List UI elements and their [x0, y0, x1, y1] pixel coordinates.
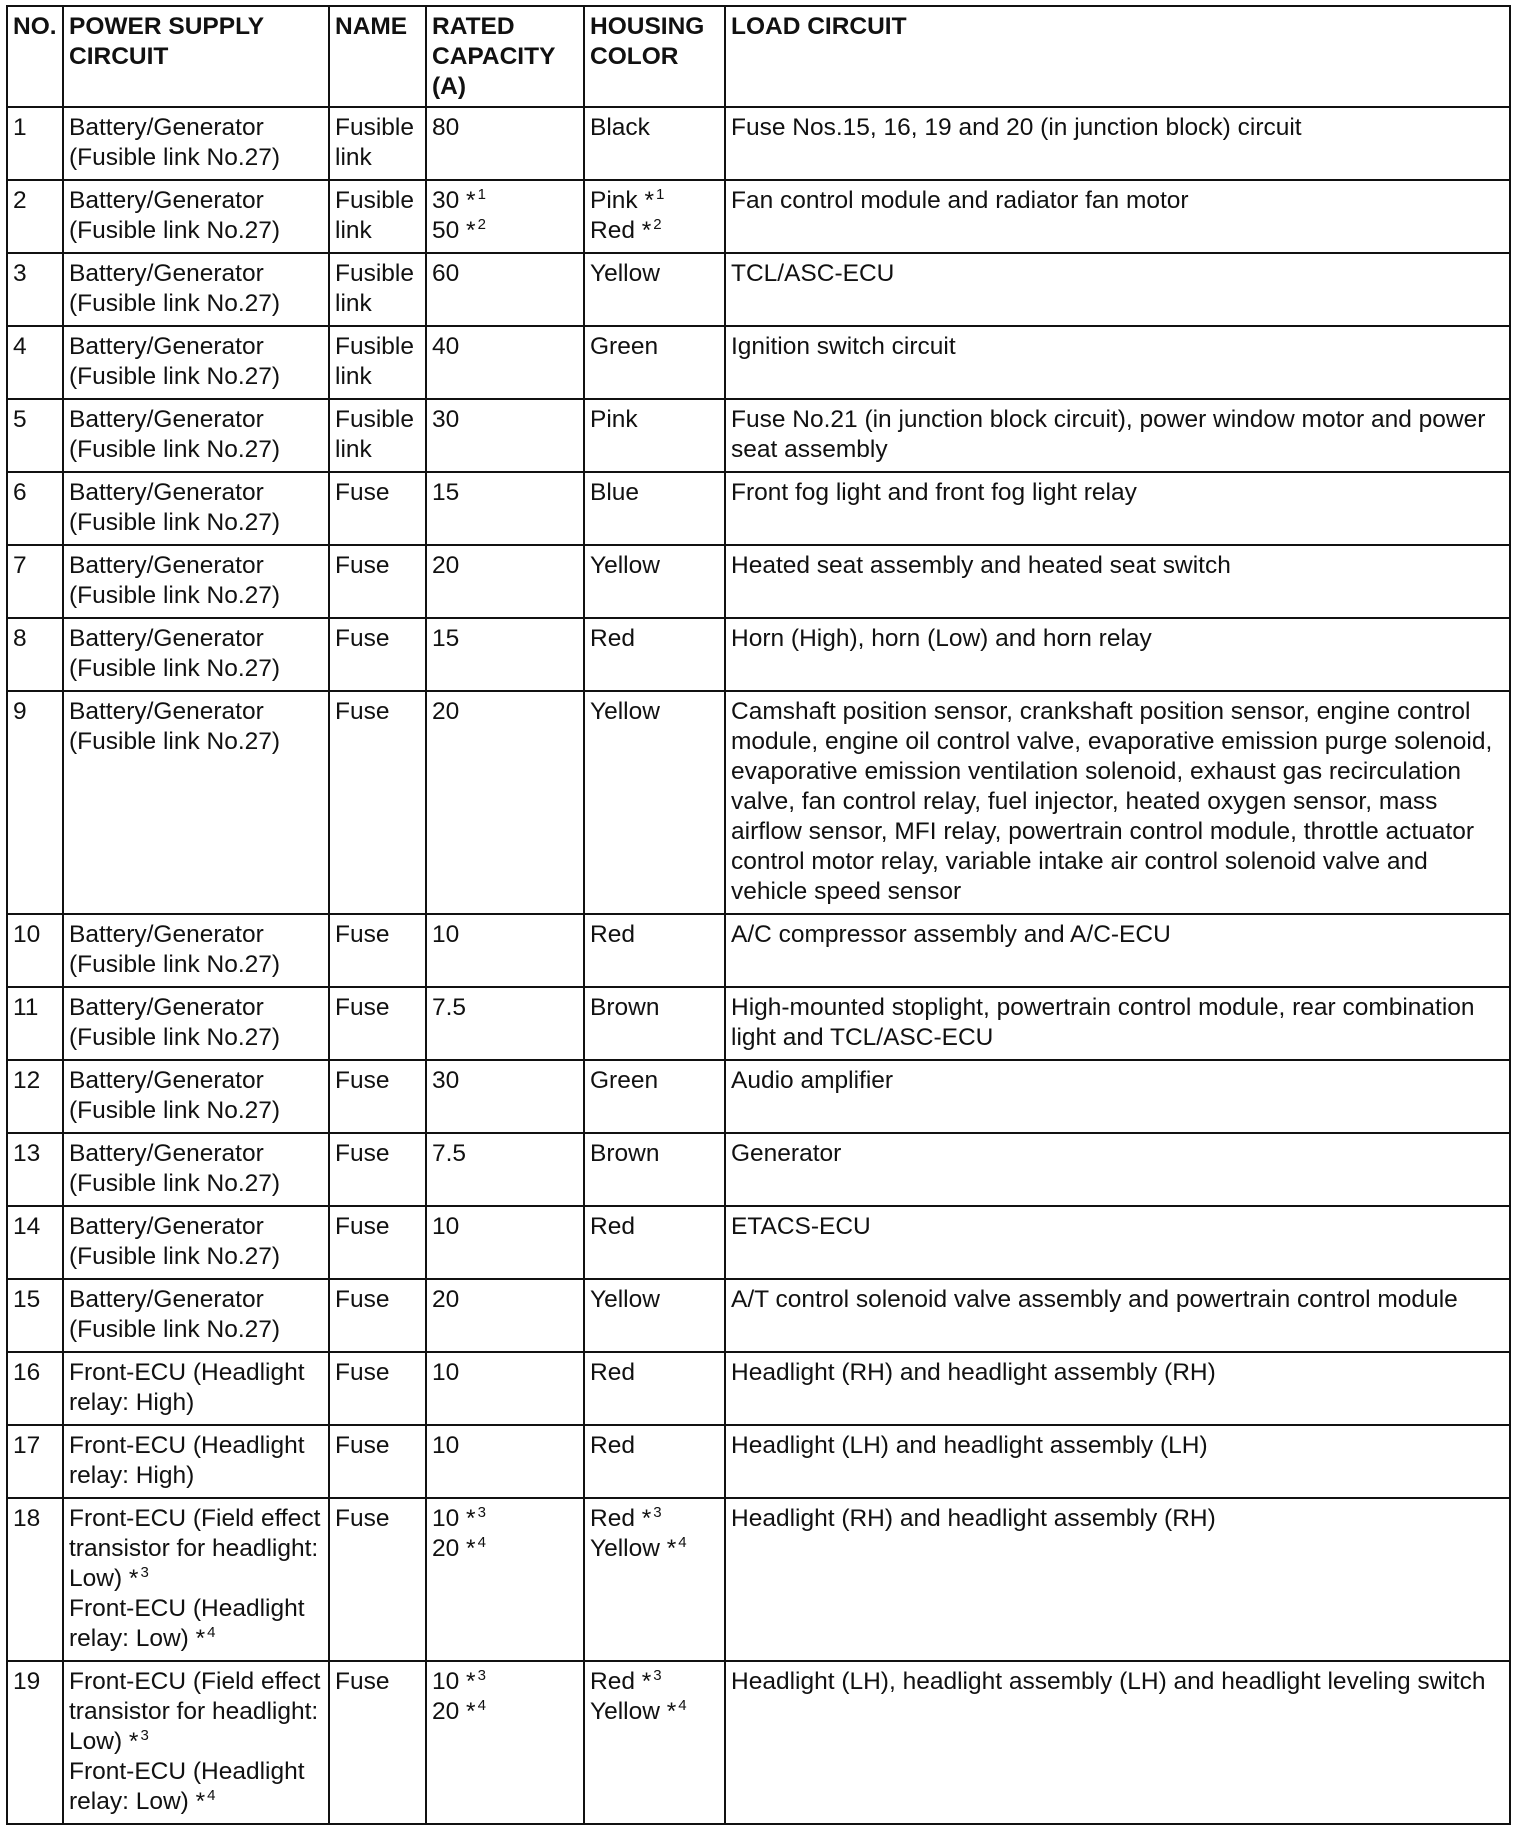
- cell-power-supply-circuit: [63, 1498, 329, 1661]
- cell-power-supply-circuit: [63, 1133, 329, 1206]
- cell-load-circuit: A/C compressor assembly and A/C-ECU: [725, 914, 1510, 987]
- cell-no: 15: [7, 1279, 63, 1352]
- cell-rated-capacity-line: [432, 216, 579, 246]
- cell-power-supply-circuit-text: Battery/Generator (Fusible link No.27): [69, 921, 281, 978]
- cell-housing-color-text: Red: [590, 1213, 635, 1240]
- cell-no: 6: [7, 472, 63, 545]
- cell-rated-capacity-text: 20 *: [432, 1535, 476, 1562]
- cell-rated-capacity-text: 20 *: [432, 1698, 476, 1725]
- cell-rated-capacity-line: [432, 920, 579, 950]
- cell-power-supply-circuit-text: Front-ECU (Field effect transistor for headlight: Low) *: [69, 1668, 321, 1755]
- table-row: [7, 1133, 1510, 1206]
- cell-power-supply-circuit-line: [69, 1066, 324, 1126]
- cell-rated-capacity-line: [432, 1139, 579, 1169]
- footnote-marker: 2: [477, 216, 486, 233]
- cell-housing-color-text: Pink *: [590, 187, 655, 214]
- cell-power-supply-circuit-line: [69, 993, 324, 1053]
- cell-load-circuit: Headlight (LH), headlight assembly (LH) and headlight leveling switch: [725, 1661, 1510, 1824]
- cell-power-supply-circuit-text: Battery/Generator (Fusible link No.27): [69, 1067, 281, 1124]
- cell-name: Fuse: [329, 1498, 426, 1661]
- cell-load-circuit: A/T control solenoid valve assembly and powertrain control module: [725, 1279, 1510, 1352]
- cell-housing-color-line: [590, 216, 720, 246]
- cell-housing-color-line: [590, 1667, 720, 1697]
- cell-load-circuit: Ignition switch circuit: [725, 326, 1510, 399]
- cell-no: 19: [7, 1661, 63, 1824]
- cell-rated-capacity: [426, 545, 584, 618]
- cell-rated-capacity-text: 20: [432, 1286, 460, 1313]
- cell-no: 1: [7, 107, 63, 180]
- cell-name: Fusible link: [329, 399, 426, 472]
- cell-load-circuit: Headlight (RH) and headlight assembly (RH): [725, 1352, 1510, 1425]
- cell-housing-color-text: Red *: [590, 1505, 652, 1532]
- cell-load-circuit: High-mounted stoplight, powertrain control module, rear combination light and TCL/ASC-ECU: [725, 987, 1510, 1060]
- cell-power-supply-circuit-text: Battery/Generator (Fusible link No.27): [69, 406, 281, 463]
- cell-power-supply-circuit-line: [69, 1358, 324, 1418]
- table-row: [7, 545, 1510, 618]
- cell-power-supply-circuit-line: [69, 1431, 324, 1491]
- cell-housing-color-line: [590, 1139, 720, 1169]
- cell-rated-capacity-line: [432, 1285, 579, 1315]
- cell-housing-color-line: [590, 920, 720, 950]
- cell-power-supply-circuit-line: [69, 1212, 324, 1272]
- footnote-marker: 3: [140, 1727, 149, 1744]
- table-row: [7, 987, 1510, 1060]
- cell-housing-color: [584, 618, 725, 691]
- cell-power-supply-circuit-text: Battery/Generator (Fusible link No.27): [69, 479, 281, 536]
- cell-power-supply-circuit-line: [69, 551, 324, 611]
- cell-power-supply-circuit-line: [69, 920, 324, 980]
- cell-rated-capacity-text: 10 *: [432, 1668, 476, 1695]
- cell-rated-capacity-text: 10: [432, 1432, 460, 1459]
- cell-no: 14: [7, 1206, 63, 1279]
- cell-housing-color-text: Blue: [590, 479, 640, 506]
- cell-rated-capacity-line: [432, 478, 579, 508]
- cell-power-supply-circuit-text: Front-ECU (Headlight relay: Low) *: [69, 1758, 305, 1815]
- cell-power-supply-circuit-text: Front-ECU (Headlight relay: Low) *: [69, 1595, 305, 1652]
- table-row: [7, 1279, 1510, 1352]
- footnote-marker: 4: [678, 1697, 687, 1714]
- cell-housing-color: [584, 1425, 725, 1498]
- cell-name: Fuse: [329, 1060, 426, 1133]
- cell-no: 2: [7, 180, 63, 253]
- cell-load-circuit: Front fog light and front fog light relay: [725, 472, 1510, 545]
- cell-no: 13: [7, 1133, 63, 1206]
- header-load-circuit: LOAD CIRCUIT: [725, 6, 1510, 107]
- cell-rated-capacity-text: 7.5: [432, 1140, 467, 1167]
- cell-rated-capacity-text: 10: [432, 921, 460, 948]
- cell-name: Fuse: [329, 1661, 426, 1824]
- cell-housing-color-text: Brown: [590, 1140, 660, 1167]
- cell-rated-capacity: [426, 107, 584, 180]
- cell-load-circuit: Horn (High), horn (Low) and horn relay: [725, 618, 1510, 691]
- cell-load-circuit: ETACS-ECU: [725, 1206, 1510, 1279]
- cell-rated-capacity-text: 30: [432, 1067, 460, 1094]
- cell-name: Fusible link: [329, 326, 426, 399]
- cell-name: Fuse: [329, 987, 426, 1060]
- cell-no: 17: [7, 1425, 63, 1498]
- cell-name: Fuse: [329, 618, 426, 691]
- cell-rated-capacity-line: [432, 1358, 579, 1388]
- cell-housing-color: [584, 1133, 725, 1206]
- cell-power-supply-circuit: [63, 1425, 329, 1498]
- cell-name: Fuse: [329, 914, 426, 987]
- cell-housing-color-line: [590, 624, 720, 654]
- cell-power-supply-circuit: [63, 472, 329, 545]
- cell-housing-color: [584, 107, 725, 180]
- cell-rated-capacity: [426, 1060, 584, 1133]
- cell-power-supply-circuit-text: Battery/Generator (Fusible link No.27): [69, 625, 281, 682]
- fuse-table: [6, 5, 1511, 1825]
- cell-power-supply-circuit-line: [69, 1594, 324, 1654]
- table-row: [7, 1060, 1510, 1133]
- header-housing-color: HOUSING COLOR: [584, 6, 725, 107]
- cell-housing-color: [584, 691, 725, 914]
- footnote-marker: 3: [653, 1504, 662, 1521]
- cell-rated-capacity: [426, 253, 584, 326]
- footnote-marker: 3: [653, 1667, 662, 1684]
- cell-housing-color-text: Yellow: [590, 698, 660, 725]
- footnote-marker: 1: [656, 186, 665, 203]
- cell-load-circuit: Fuse Nos.15, 16, 19 and 20 (in junction block) circuit: [725, 107, 1510, 180]
- cell-housing-color-text: Yellow *: [590, 1535, 677, 1562]
- cell-rated-capacity-line: [432, 1697, 579, 1727]
- cell-rated-capacity: [426, 1206, 584, 1279]
- cell-power-supply-circuit: [63, 180, 329, 253]
- cell-power-supply-circuit-line: [69, 186, 324, 246]
- cell-load-circuit: Generator: [725, 1133, 1510, 1206]
- table-row: [7, 107, 1510, 180]
- footnote-marker: 1: [477, 186, 486, 203]
- cell-power-supply-circuit-line: [69, 1139, 324, 1199]
- footnote-marker: 4: [207, 1787, 216, 1804]
- cell-rated-capacity-line: [432, 186, 579, 216]
- cell-name: Fuse: [329, 472, 426, 545]
- cell-rated-capacity-line: [432, 551, 579, 581]
- table-row: [7, 618, 1510, 691]
- cell-housing-color: [584, 1279, 725, 1352]
- header-power-supply-circuit: POWER SUPPLY CIRCUIT: [63, 6, 329, 107]
- cell-rated-capacity-text: 30 *: [432, 187, 476, 214]
- cell-power-supply-circuit: [63, 545, 329, 618]
- cell-power-supply-circuit-text: Battery/Generator (Fusible link No.27): [69, 114, 281, 171]
- table-row: [7, 1206, 1510, 1279]
- cell-housing-color-text: Green: [590, 1067, 659, 1094]
- cell-rated-capacity: [426, 399, 584, 472]
- cell-housing-color-line: [590, 332, 720, 362]
- cell-name: Fuse: [329, 545, 426, 618]
- cell-power-supply-circuit-line: [69, 624, 324, 684]
- cell-rated-capacity: [426, 1498, 584, 1661]
- cell-power-supply-circuit-line: [69, 332, 324, 392]
- footnote-marker: 3: [477, 1504, 486, 1521]
- cell-rated-capacity-text: 20: [432, 552, 460, 579]
- cell-power-supply-circuit: [63, 618, 329, 691]
- cell-load-circuit: Fuse No.21 (in junction block circuit), power window motor and power seat assembly: [725, 399, 1510, 472]
- cell-load-circuit: Fan control module and radiator fan motor: [725, 180, 1510, 253]
- cell-housing-color-line: [590, 1212, 720, 1242]
- cell-housing-color: [584, 1206, 725, 1279]
- footnote-marker: 4: [477, 1697, 486, 1714]
- cell-power-supply-circuit-text: Front-ECU (Headlight relay: High): [69, 1432, 305, 1489]
- cell-housing-color-text: Red *: [590, 217, 652, 244]
- cell-name: Fuse: [329, 691, 426, 914]
- cell-housing-color-text: Yellow: [590, 552, 660, 579]
- cell-power-supply-circuit: [63, 1279, 329, 1352]
- cell-power-supply-circuit-line: [69, 1667, 324, 1757]
- cell-power-supply-circuit: [63, 107, 329, 180]
- cell-power-supply-circuit-text: Front-ECU (Headlight relay: High): [69, 1359, 305, 1416]
- table-row: [7, 1352, 1510, 1425]
- cell-rated-capacity-text: 30: [432, 406, 460, 433]
- cell-name: Fuse: [329, 1206, 426, 1279]
- cell-load-circuit: Heated seat assembly and heated seat switch: [725, 545, 1510, 618]
- cell-housing-color-text: Pink: [590, 406, 638, 433]
- cell-housing-color-line: [590, 113, 720, 143]
- cell-power-supply-circuit-text: Battery/Generator (Fusible link No.27): [69, 333, 281, 390]
- cell-power-supply-circuit: [63, 1206, 329, 1279]
- cell-power-supply-circuit: [63, 326, 329, 399]
- cell-rated-capacity: [426, 618, 584, 691]
- cell-no: 3: [7, 253, 63, 326]
- cell-name: Fuse: [329, 1425, 426, 1498]
- cell-power-supply-circuit-line: [69, 697, 324, 757]
- cell-housing-color-line: [590, 1358, 720, 1388]
- table-row: [7, 1498, 1510, 1661]
- footnote-marker: 2: [653, 216, 662, 233]
- cell-no: 18: [7, 1498, 63, 1661]
- cell-name: Fuse: [329, 1279, 426, 1352]
- cell-rated-capacity: [426, 1133, 584, 1206]
- cell-housing-color-line: [590, 186, 720, 216]
- cell-power-supply-circuit: [63, 1060, 329, 1133]
- header-no: NO.: [7, 6, 63, 107]
- cell-housing-color-line: [590, 1285, 720, 1315]
- cell-housing-color: [584, 1352, 725, 1425]
- cell-housing-color-line: [590, 259, 720, 289]
- cell-no: 7: [7, 545, 63, 618]
- cell-no: 8: [7, 618, 63, 691]
- cell-rated-capacity-line: [432, 1534, 579, 1564]
- cell-power-supply-circuit-line: [69, 1504, 324, 1594]
- cell-no: 12: [7, 1060, 63, 1133]
- cell-name: Fuse: [329, 1352, 426, 1425]
- cell-housing-color-line: [590, 1431, 720, 1461]
- cell-no: 5: [7, 399, 63, 472]
- cell-no: 16: [7, 1352, 63, 1425]
- footnote-marker: 4: [477, 1534, 486, 1551]
- cell-rated-capacity-line: [432, 113, 579, 143]
- cell-power-supply-circuit: [63, 914, 329, 987]
- cell-housing-color-text: Red: [590, 921, 635, 948]
- cell-rated-capacity-text: 80: [432, 114, 460, 141]
- cell-load-circuit: Camshaft position sensor, crankshaft position sensor, engine control module, engine oil control valve, evaporative emission purge solenoid, evaporative emission ventilation solenoid, exhaust gas recirculation valve, fan control relay, fuel injector, heated oxygen sensor, mass airflow sensor, MFI relay, powertrain control module, throttle actuator control motor relay, variable intake air control solenoid valve and vehicle speed sensor: [725, 691, 1510, 914]
- cell-no: 9: [7, 691, 63, 914]
- cell-power-supply-circuit-text: Battery/Generator (Fusible link No.27): [69, 1140, 281, 1197]
- cell-housing-color-line: [590, 697, 720, 727]
- cell-rated-capacity-text: 15: [432, 625, 460, 652]
- footnote-marker: 3: [140, 1564, 149, 1581]
- cell-housing-color-line: [590, 405, 720, 435]
- cell-power-supply-circuit-text: Battery/Generator (Fusible link No.27): [69, 1286, 281, 1343]
- cell-rated-capacity: [426, 914, 584, 987]
- cell-no: 10: [7, 914, 63, 987]
- cell-name: Fusible link: [329, 180, 426, 253]
- cell-power-supply-circuit-line: [69, 259, 324, 319]
- cell-rated-capacity-line: [432, 1504, 579, 1534]
- table-row: [7, 1425, 1510, 1498]
- table-row: [7, 914, 1510, 987]
- footnote-marker: 4: [678, 1534, 687, 1551]
- cell-power-supply-circuit: [63, 1661, 329, 1824]
- cell-housing-color-line: [590, 478, 720, 508]
- table-row: [7, 399, 1510, 472]
- cell-housing-color-line: [590, 551, 720, 581]
- cell-housing-color-line: [590, 1697, 720, 1727]
- cell-power-supply-circuit: [63, 1352, 329, 1425]
- table-row: [7, 253, 1510, 326]
- cell-rated-capacity-line: [432, 624, 579, 654]
- cell-rated-capacity-line: [432, 1212, 579, 1242]
- cell-housing-color-text: Red: [590, 625, 635, 652]
- cell-rated-capacity-text: 10: [432, 1359, 460, 1386]
- cell-power-supply-circuit-line: [69, 1757, 324, 1817]
- header-name: NAME: [329, 6, 426, 107]
- header-rated-capacity: RATED CAPACITY (A): [426, 6, 584, 107]
- cell-power-supply-circuit: [63, 399, 329, 472]
- cell-power-supply-circuit-line: [69, 478, 324, 538]
- cell-housing-color-text: Yellow: [590, 260, 660, 287]
- cell-rated-capacity-text: 7.5: [432, 994, 467, 1021]
- cell-housing-color-text: Yellow: [590, 1286, 660, 1313]
- cell-rated-capacity-text: 20: [432, 698, 460, 725]
- cell-load-circuit: Audio amplifier: [725, 1060, 1510, 1133]
- table-body: [7, 107, 1510, 1824]
- cell-housing-color: [584, 253, 725, 326]
- cell-housing-color-text: Yellow *: [590, 1698, 677, 1725]
- cell-rated-capacity-text: 50 *: [432, 217, 476, 244]
- cell-rated-capacity-line: [432, 697, 579, 727]
- cell-rated-capacity-line: [432, 993, 579, 1023]
- cell-power-supply-circuit: [63, 253, 329, 326]
- cell-power-supply-circuit-text: Battery/Generator (Fusible link No.27): [69, 552, 281, 609]
- table-row: [7, 1661, 1510, 1824]
- cell-power-supply-circuit-text: Front-ECU (Field effect transistor for headlight: Low) *: [69, 1505, 321, 1592]
- cell-rated-capacity-text: 10: [432, 1213, 460, 1240]
- cell-rated-capacity: [426, 1352, 584, 1425]
- table-row: [7, 472, 1510, 545]
- cell-housing-color: [584, 326, 725, 399]
- cell-rated-capacity-line: [432, 332, 579, 362]
- cell-power-supply-circuit: [63, 987, 329, 1060]
- table-row: [7, 180, 1510, 253]
- cell-housing-color: [584, 180, 725, 253]
- cell-load-circuit: Headlight (LH) and headlight assembly (LH): [725, 1425, 1510, 1498]
- cell-power-supply-circuit-text: Battery/Generator (Fusible link No.27): [69, 698, 281, 755]
- cell-rated-capacity: [426, 987, 584, 1060]
- cell-rated-capacity-line: [432, 405, 579, 435]
- cell-rated-capacity: [426, 1661, 584, 1824]
- cell-rated-capacity: [426, 472, 584, 545]
- cell-rated-capacity: [426, 326, 584, 399]
- cell-rated-capacity-text: 60: [432, 260, 460, 287]
- cell-rated-capacity: [426, 691, 584, 914]
- cell-power-supply-circuit-text: Battery/Generator (Fusible link No.27): [69, 994, 281, 1051]
- table-row: [7, 691, 1510, 914]
- cell-housing-color: [584, 914, 725, 987]
- footnote-marker: 3: [477, 1667, 486, 1684]
- cell-power-supply-circuit-text: Battery/Generator (Fusible link No.27): [69, 187, 281, 244]
- cell-housing-color-line: [590, 1066, 720, 1096]
- cell-housing-color-text: Red *: [590, 1668, 652, 1695]
- cell-housing-color: [584, 1060, 725, 1133]
- table-header: [7, 6, 1510, 107]
- cell-power-supply-circuit-text: Battery/Generator (Fusible link No.27): [69, 1213, 281, 1270]
- cell-power-supply-circuit: [63, 691, 329, 914]
- cell-rated-capacity-line: [432, 1667, 579, 1697]
- cell-name: Fuse: [329, 1133, 426, 1206]
- cell-power-supply-circuit-line: [69, 405, 324, 465]
- cell-rated-capacity-line: [432, 1431, 579, 1461]
- cell-no: 4: [7, 326, 63, 399]
- cell-rated-capacity: [426, 1425, 584, 1498]
- cell-rated-capacity: [426, 1279, 584, 1352]
- cell-no: 11: [7, 987, 63, 1060]
- cell-housing-color: [584, 1661, 725, 1824]
- cell-rated-capacity-line: [432, 259, 579, 289]
- cell-name: Fusible link: [329, 107, 426, 180]
- cell-housing-color-line: [590, 1504, 720, 1534]
- footnote-marker: 4: [207, 1624, 216, 1641]
- cell-housing-color-text: Black: [590, 114, 650, 141]
- cell-power-supply-circuit-line: [69, 113, 324, 173]
- cell-rated-capacity-text: 40: [432, 333, 460, 360]
- cell-housing-color: [584, 545, 725, 618]
- cell-power-supply-circuit-text: Battery/Generator (Fusible link No.27): [69, 260, 281, 317]
- header-row: [7, 6, 1510, 107]
- cell-name: Fusible link: [329, 253, 426, 326]
- cell-rated-capacity: [426, 180, 584, 253]
- cell-housing-color: [584, 472, 725, 545]
- cell-rated-capacity-line: [432, 1066, 579, 1096]
- cell-housing-color-line: [590, 993, 720, 1023]
- table-row: [7, 326, 1510, 399]
- cell-rated-capacity-text: 15: [432, 479, 460, 506]
- cell-housing-color-text: Green: [590, 333, 659, 360]
- cell-rated-capacity-text: 10 *: [432, 1505, 476, 1532]
- cell-load-circuit: Headlight (RH) and headlight assembly (RH): [725, 1498, 1510, 1661]
- cell-housing-color: [584, 1498, 725, 1661]
- cell-power-supply-circuit-line: [69, 1285, 324, 1345]
- cell-housing-color-text: Brown: [590, 994, 660, 1021]
- cell-housing-color: [584, 399, 725, 472]
- cell-housing-color-text: Red: [590, 1432, 635, 1459]
- cell-load-circuit: TCL/ASC-ECU: [725, 253, 1510, 326]
- cell-housing-color-line: [590, 1534, 720, 1564]
- cell-housing-color: [584, 987, 725, 1060]
- cell-housing-color-text: Red: [590, 1359, 635, 1386]
